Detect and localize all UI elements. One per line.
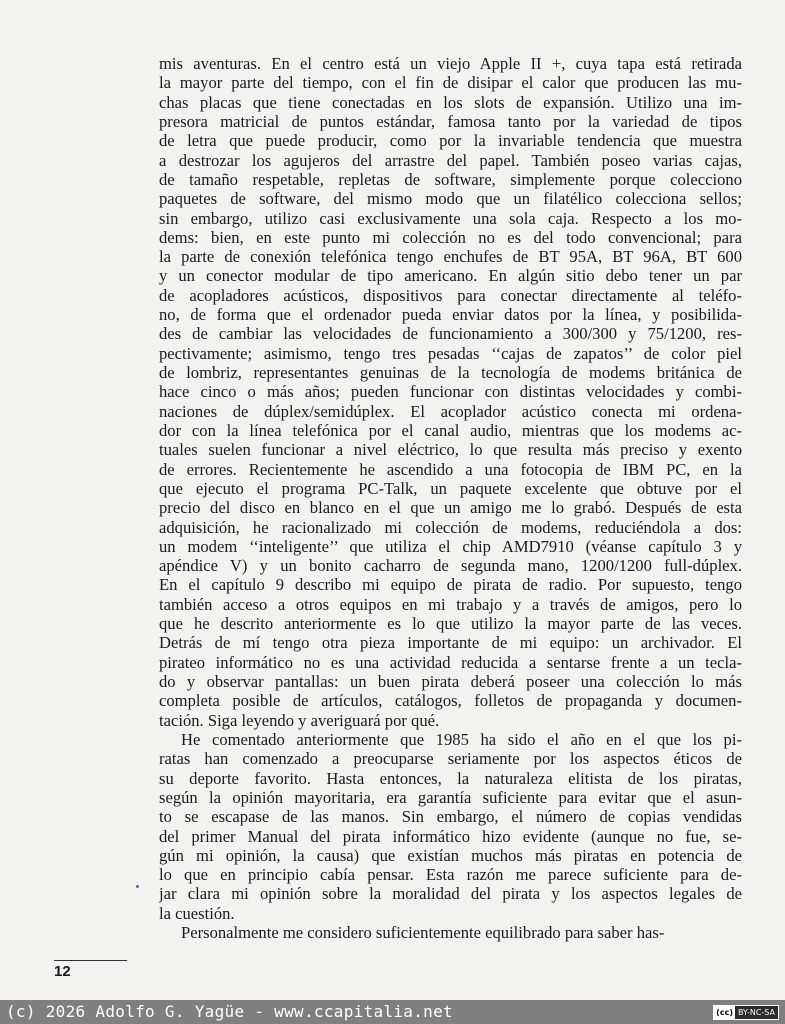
text-line: y un conector modular de tipo americano. En algún sitio debo tener un par [159,266,742,286]
text-line: ratas han comenzado a preocuparse seriamente por los aspectos éticos de [159,749,742,769]
text-line: de letra que puede producir, como por la invariable tendencia que muestra [159,131,742,151]
text-line: apéndice V) y un bonito cacharro de segunda mano, 1200/1200 full-dúplex. [159,556,742,576]
text-line: mis aventuras. En el centro está un viejo Apple II +, cuya tapa está retirada [159,54,742,73]
text-line: sin embargo, utilizo casi exclusivamente una sola caja. Respecto a los mo- [159,208,742,228]
paragraph-2 [159,730,742,923]
text-line: de tamaño respetable, repletas de software, simplemente porque colecciono [159,169,742,189]
text-line: de acopladores acústicos, dispositivos para conectar directamente al teléfo- [159,285,742,305]
text-line: chas placas que tiene conectadas en los slots de expansión. Utilizo una im- [159,92,742,112]
text-line: des de cambiar las velocidades de funcionamiento a 300/300 y 75/1200, res- [159,324,742,344]
text-line: paquetes de software, del mismo modo que un filatélico colecciona sellos; [159,189,742,209]
text-line: la cuestión. [159,903,235,923]
text-line: que ejecuto el programa PC-Talk, un paquete excelente que obtuve por el [159,478,742,498]
text-line: gún mi opinión, la causa) que existían muchos más piratas en potencia de [159,845,742,865]
text-line: pectivamente; asimismo, tengo tres pesadas ‘‘cajas de zapatos’’ de color piel [159,343,742,363]
text-line: de lombriz, representantes genuinas de la tecnología de modems británica de [159,363,742,382]
text-line: adquisición, he racionalizado mi colección de modems, reduciéndola a dos: [159,517,742,537]
text-line: su deporte favorito. Hasta entonces, la naturaleza elitista de los piratas, [159,768,742,788]
paragraph-1 [159,54,742,730]
text-line: He comentado anteriormente que 1985 ha sido el año en el que los pi- [181,729,742,749]
text-line: pirateo informático no es una actividad reducida a sentarse frente a un tecla- [159,652,742,672]
text-line: lo que en principio cabía pensar. Esta razón me parece suficiente para de- [159,865,742,885]
cc-license-terms: BY-NC-SA [737,1008,775,1017]
text-line: de errores. Recientemente he ascendido a una fotocopia de IBM PC, en la [159,459,742,479]
paragraph-3 [159,923,742,942]
text-line: la mayor parte del tiempo, con el fin de disipar el calor que producen las mu- [159,73,742,93]
text-line: no, de forma que el ordenador pueda enviar datos por la línea, y posibilida- [159,305,742,325]
text-line: En el capítulo 9 describo mi equipo de pirata de radio. Por supuesto, tengo [159,575,742,595]
text-line: tuales suelen funcionar a nivel eléctrico, lo que resulta más preciso y exento [159,440,742,460]
cc-icon: (cc) [716,1008,733,1017]
text-line: to se escapase de las manos. Sin embargo, el número de copias vendidas [159,807,742,827]
text-line: completa posible de artículos, catálogos, folletos de propaganda y documen- [159,691,742,711]
cc-license-badge[interactable] [713,1005,779,1020]
page-body [159,54,742,942]
text-line: también acceso a otros equipos en mi trabajo y a través de amigos, pero lo [159,594,742,614]
text-line: precio del disco en blanco en el que un amigo me lo grabó. Después de esta [159,498,742,518]
margin-mark [136,885,139,888]
text-line: Personalmente me considero suficientemente equilibrado para saber has- [181,923,665,943]
text-line: Detrás de mí tengo otra pieza importante de mi equipo: un archivador. El [159,633,742,653]
text-line: jar clara mi opinión sobre la moralidad del pirata y los aspectos legales de [159,884,742,904]
text-line: a destrozar los agujeros del arrastre del papel. También poseo varias cajas, [159,150,742,170]
text-line: dor con la línea telefónica por el canal audio, mientras que los modems ac- [159,420,742,440]
text-line: presora matricial de puntos estándar, famosa tanto por la variedad de tipos [159,111,742,131]
text-line: según la opinión mayoritaria, era garantía suficiente para evitar que el asun- [159,787,742,807]
footer-bar [0,1000,785,1024]
page-number-rule [54,960,127,961]
text-line: la parte de conexión telefónica tengo enchufes de BT 95A, BT 96A, BT 600 [159,247,742,267]
text-line: del primer Manual del pirata informático hizo evidente (aunque no fue, se- [159,826,742,846]
text-line: naciones de dúplex/semidúplex. El acoplador acústico conecta mi ordena- [159,401,742,421]
text-line: tación. Siga leyendo y averiguará por qué. [159,710,440,730]
text-line: un modem ‘‘inteligente’’ que utiliza el chip AMD7910 (véanse capítulo 3 y [159,536,742,556]
text-line: do y observar pantallas: un buen pirata deberá poseer una colección lo más [159,672,742,691]
text-line: que he descrito anteriormente es lo que utilizo la mayor parte de las veces. [159,614,742,634]
footer-credit: (c) 2026 Adolfo G. Yagüe - www.ccapitalia.net [6,1002,453,1021]
text-line: dems: bien, en este punto mi colección no es del todo convencional; para [159,227,742,247]
page-number: 12 [54,963,71,980]
text-line: hace cinco o más años; pueden funcionar con distintas velocidades y combi- [159,382,742,402]
